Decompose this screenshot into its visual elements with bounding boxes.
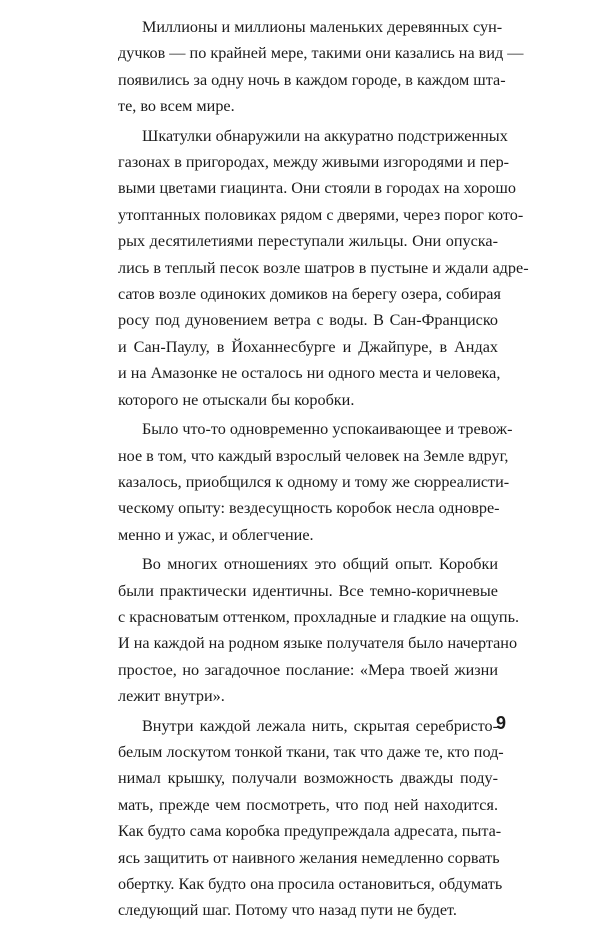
text-line: Во многих отношениях это общий опыт. Коробки: [142, 555, 498, 574]
text-line: которого не отыскали бы коробки.: [118, 390, 355, 409]
text-line: простое, но загадочное послание: «Мера твоей жизни: [118, 660, 498, 679]
text-line: и на Амазонке не осталось ни одного места и человека,: [118, 364, 501, 383]
text-line: менно и ужас, и облегчение.: [118, 525, 314, 544]
text-line: Внутри каждой лежала нить, скрытая серебристо-: [142, 716, 498, 735]
text-line: следующий шаг. Потому что назад пути не будет.: [118, 901, 457, 920]
text-line: рых десятилетиями переступали жильцы. Они опуска-: [118, 232, 498, 251]
text-line: росу под дуновением ветра с воды. В Сан-Франциско: [118, 311, 498, 330]
paragraph: [118, 123, 529, 413]
text-line: лись в теплый песок возле шатров в пустыне и ждали адре-: [118, 258, 529, 277]
text-line: сатов возле одиноких домиков на берегу озера, собирая: [118, 285, 501, 304]
text-line: утоптанных половиках рядом с дверями, через порог кото-: [118, 205, 524, 224]
paragraph: [118, 14, 524, 120]
text-line: лежит внутри».: [118, 687, 225, 706]
text-line: казалось, приобщился к одному и тому же сюрреалисти-: [118, 472, 510, 491]
text-line: выми цветами гиацинта. Они стояли в городах на хорошо: [118, 179, 516, 198]
page-number: 9: [495, 713, 506, 733]
text-line: Миллионы и миллионы маленьких деревянных сун-: [142, 18, 503, 36]
text-line: обертку. Как будто она просила остановиться, обдумать: [118, 875, 503, 893]
text-line: и Сан-Паулу, в Йоханнесбурге и Джайпуре, в Андах: [118, 337, 498, 356]
text-line: нимал крышку, получали возможность дважды поду-: [118, 769, 498, 788]
text-line: с красноватым оттенком, прохладные и гладкие на ощупь.: [118, 607, 520, 626]
text-line: белым лоскутом тонкой ткани, так что даже те, кто под-: [118, 742, 504, 761]
page-text: [118, 14, 529, 927]
text-line: И на каждой на родном языке получателя было начертано: [118, 634, 518, 653]
text-line: Шкатулки обнаружили на аккуратно подстриженных: [142, 126, 508, 145]
text-line: появились за одну ночь в каждом городе, в каждом шта-: [118, 70, 506, 89]
text-line: ческому опыту: вездесущность коробок несла одновре-: [118, 499, 500, 518]
text-line: газонах в пригородах, между живыми изгородями и пер-: [118, 153, 510, 172]
text-line: дучков — по крайней мере, такими они казались на вид —: [118, 44, 524, 63]
text-line: ное в том, что каждый взрослый человек на Земле вдруг,: [118, 446, 509, 465]
text-line: были практически идентичны. Все темно-коричневые: [118, 581, 498, 600]
text-line: те, во всем мире.: [118, 97, 235, 116]
paragraph: [118, 416, 513, 548]
text-line: ясь защитить от наивного желания немедленно сорвать: [118, 848, 500, 867]
text-line: Как будто сама коробка предупреждала адресата, пыта-: [118, 822, 502, 841]
text-line: мать, прежде чем посмотреть, что под ней находится.: [118, 795, 498, 814]
text-line: Было что-то одновременно успокаивающее и тревож-: [142, 420, 513, 439]
paragraph: [118, 551, 520, 709]
paragraph: [118, 713, 504, 924]
